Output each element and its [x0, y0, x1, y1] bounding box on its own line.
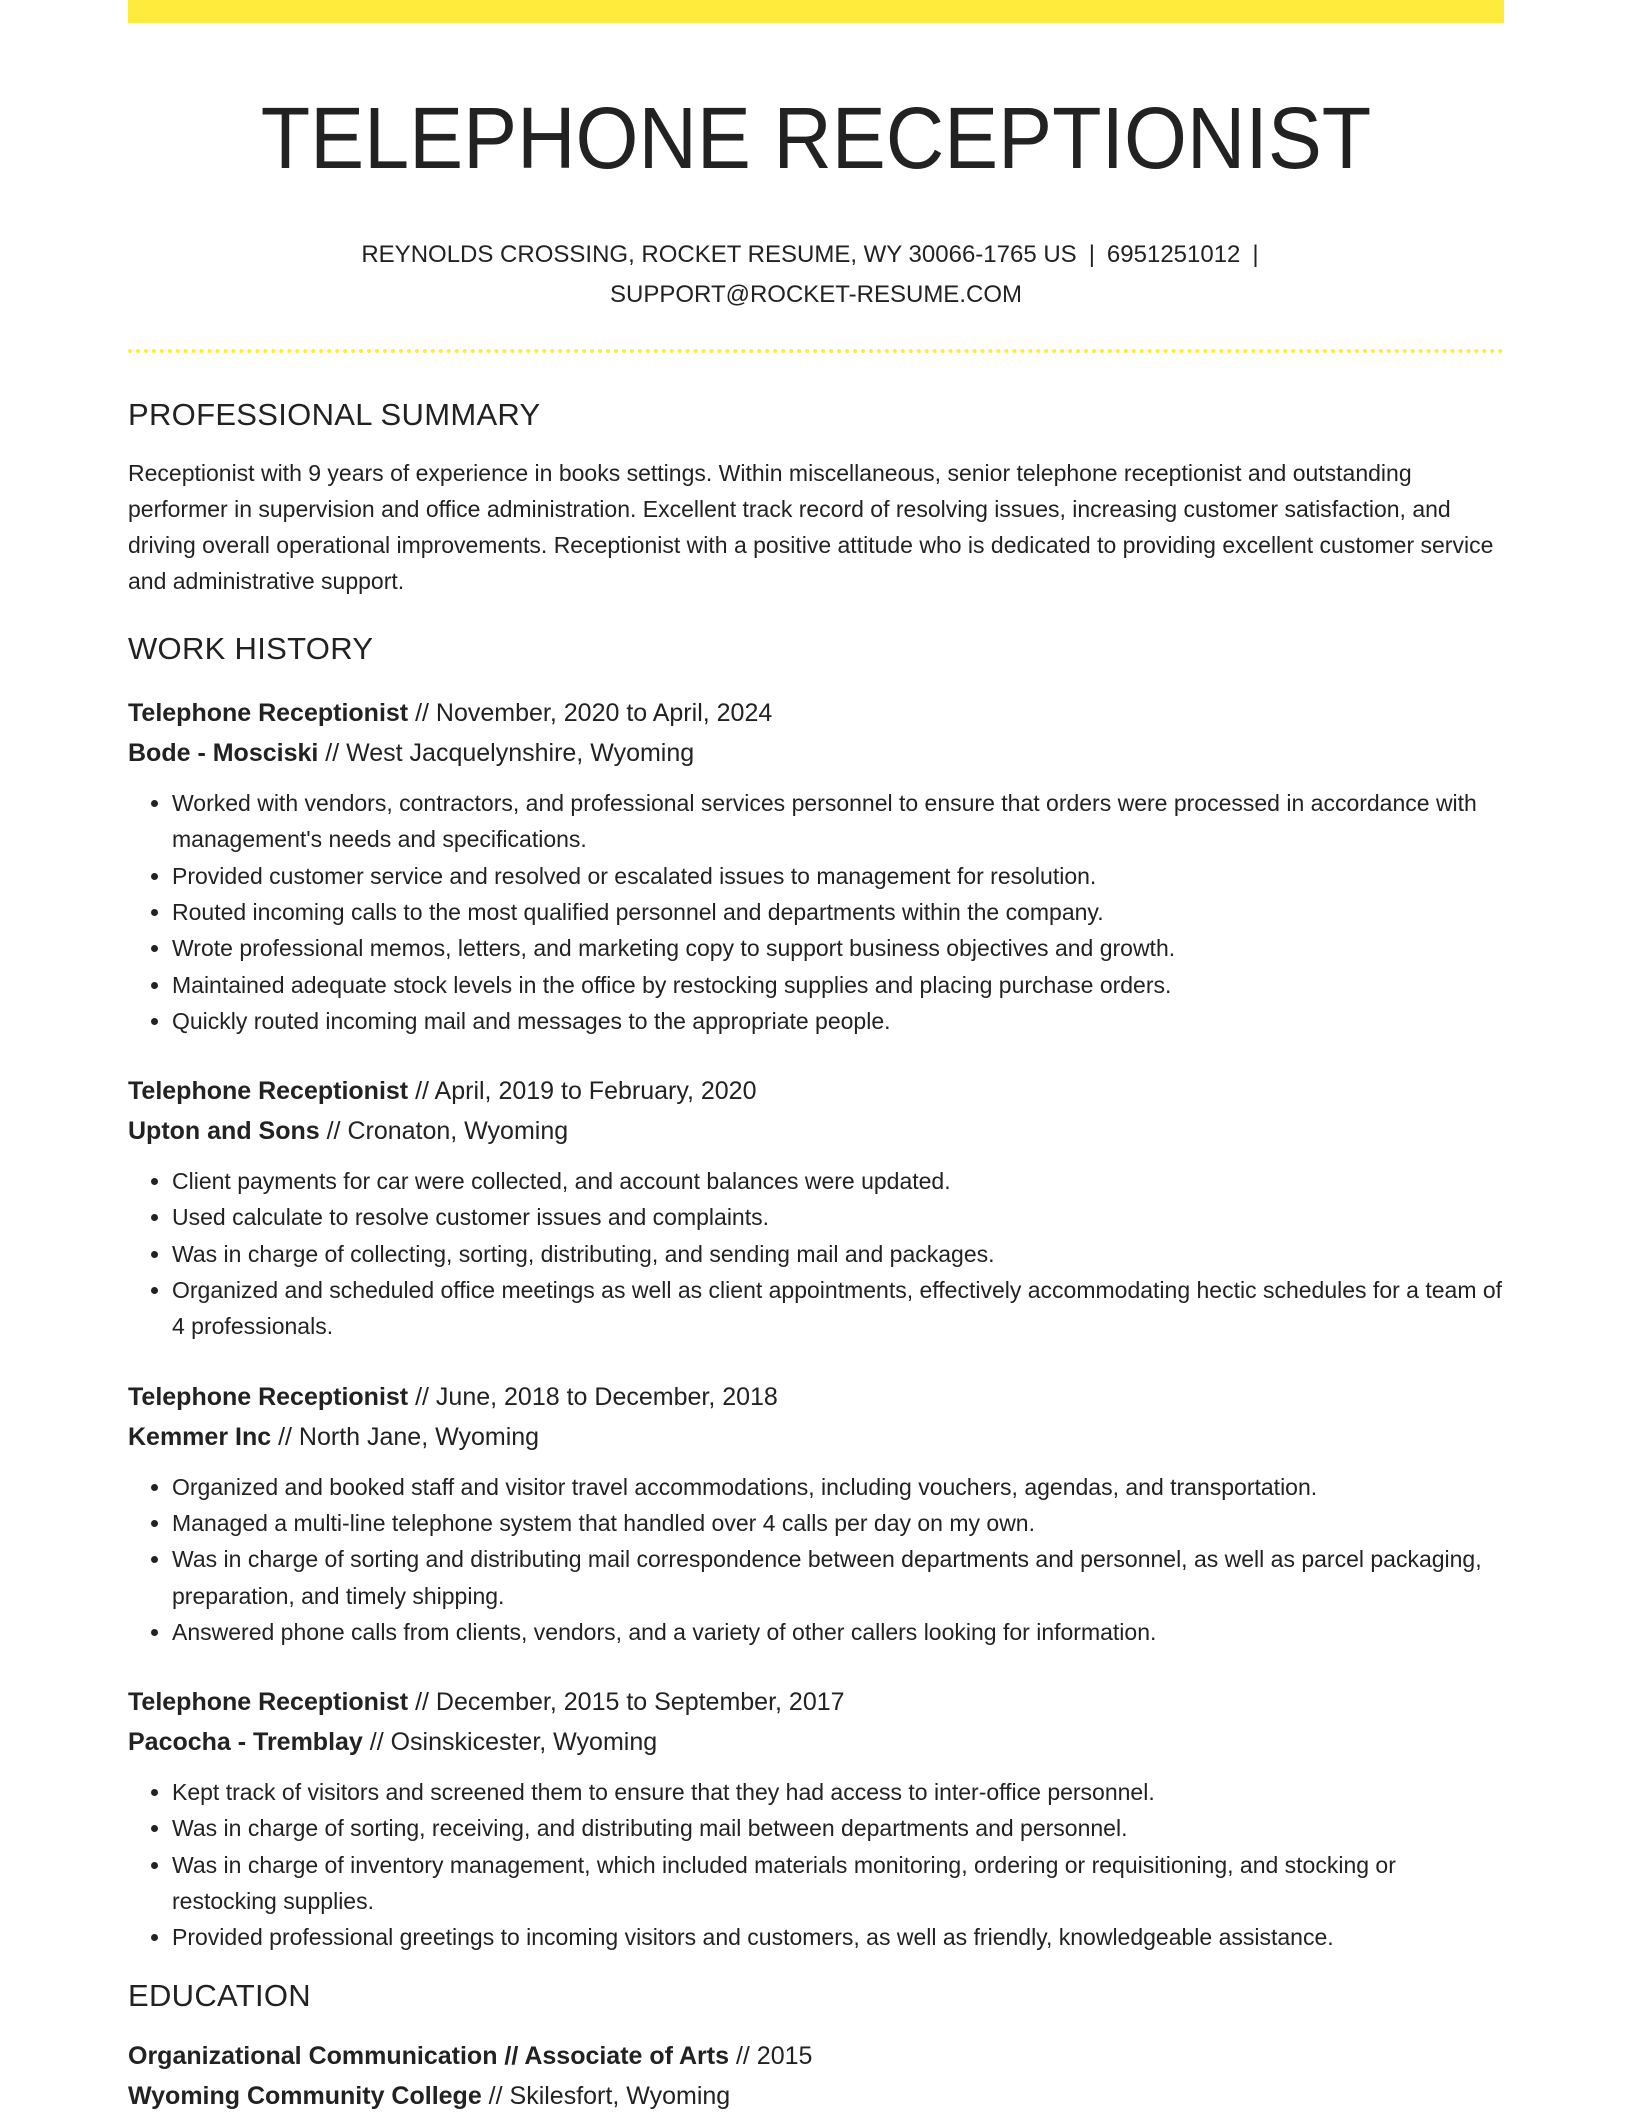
job-location: // Cronaton, Wyoming — [319, 1117, 569, 1146]
summary-heading: PROFESSIONAL SUMMARY — [128, 397, 541, 433]
job-location: // North Jane, Wyoming — [271, 1422, 540, 1451]
job-bullet-item: • Kept track of visitors and screened them to ensure that they had access to inter-office personnel. — [172, 1774, 1504, 1810]
address: REYNOLDS CROSSING, ROCKET RESUME, WY 30066-1765 US — [361, 241, 1077, 269]
job-dates: // June, 2018 to December, 2018 — [408, 1382, 778, 1411]
job-dates: // November, 2020 to April, 2024 — [408, 699, 773, 728]
contact-separator: | — [1252, 241, 1259, 269]
contact-info — [316, 235, 1316, 315]
job-bullet-item: • Used calculate to resolve customer issues and complaints. — [172, 1199, 1504, 1235]
graduation-year: // 2015 — [729, 2041, 813, 2070]
education-entry — [128, 2036, 1504, 2116]
job-bullet-item: • Was in charge of sorting, receiving, and distributing mail between departments and personnel. — [172, 1810, 1504, 1846]
job-company-line — [128, 1417, 1504, 1457]
job-bullet-item: • Client payments for car were collected, and account balances were updated. — [172, 1163, 1504, 1199]
job-bullet-item: • Organized and booked staff and visitor travel accommodations, including vouchers, agendas, and transportation. — [172, 1469, 1504, 1505]
resume-page — [128, 0, 1504, 2116]
school-location: // Skilesfort, Wyoming — [481, 2081, 731, 2110]
job-company: Bode - Mosciski — [128, 739, 319, 768]
job-bullet-item: • Wrote professional memos, letters, and marketing copy to support business objectives and growth. — [172, 930, 1504, 966]
job-location: // Osinskicester, Wyoming — [362, 1728, 658, 1757]
job-company: Upton and Sons — [128, 1117, 320, 1146]
job-bullet-item: • Provided professional greetings to incoming visitors and customers, as well as friendly, knowledgeable assistance. — [172, 1919, 1504, 1955]
work-history-list — [128, 693, 1504, 1956]
job-bullet-item: • Managed a multi-line telephone system that handled over 4 calls per day on my own. — [172, 1505, 1504, 1541]
email-link[interactable]: SUPPORT@ROCKET-RESUME.COM — [610, 281, 1022, 309]
job-entry — [128, 1377, 1504, 1650]
contact-separator: | — [1088, 241, 1095, 269]
job-title-line — [128, 1377, 1504, 1417]
school-line — [128, 2076, 1504, 2116]
summary-text: Receptionist with 9 years of experience in books settings. Within miscellaneous, senior telephone receptionist and outstanding performer in supervision and office administration. Excellent track record of resolving issues, increasing customer satisfaction, and driving overall operational improvements. Receptionist with a positive attitude who is dedicated to providing excellent customer service and administrative support. — [128, 460, 1494, 595]
job-company: Kemmer Inc — [128, 1422, 272, 1451]
job-bullet-item: • Was in charge of collecting, sorting, distributing, and sending mail and packages. — [172, 1236, 1504, 1272]
phone-number: 6951251012 — [1106, 241, 1241, 269]
accent-top-bar — [128, 0, 1504, 23]
job-title-line — [128, 693, 1504, 733]
job-title-line — [128, 1071, 1504, 1111]
work-history-heading: WORK HISTORY — [128, 631, 374, 667]
job-bullet-item: • Was in charge of sorting and distributing mail correspondence between departments and personnel, as well as parcel packaging, preparation, and timely shipping. — [172, 1541, 1504, 1614]
job-bullets — [128, 1163, 1504, 1344]
job-bullet-item: • Provided customer service and resolved or escalated issues to management for resolution. — [172, 858, 1504, 894]
job-entry — [128, 693, 1504, 1039]
job-dates: // April, 2019 to February, 2020 — [408, 1077, 757, 1106]
job-company-line — [128, 733, 1504, 773]
job-bullet-item: • Worked with vendors, contractors, and professional services personnel to ensure that orders were processed in accordance with management's needs and specifications. — [172, 785, 1504, 858]
job-company: Pacocha - Tremblay — [128, 1728, 363, 1757]
job-entry — [128, 1682, 1504, 1955]
job-bullet-item: • Organized and scheduled office meetings as well as client appointments, effectively accommodating hectic schedules for a team of 4 professionals. — [172, 1272, 1504, 1345]
job-dates: // December, 2015 to September, 2017 — [408, 1688, 845, 1717]
job-entry — [128, 1071, 1504, 1344]
degree-name: Organizational Communication // Associate of Arts — [128, 2041, 730, 2070]
job-bullet-item: • Routed incoming calls to the most qualified personnel and departments within the company. — [172, 894, 1504, 930]
job-bullet-item: • Was in charge of inventory management, which included materials monitoring, ordering or requisitioning, and stocking or restocking supplies. — [172, 1847, 1504, 1920]
job-bullets — [128, 1469, 1504, 1650]
school-name: Wyoming Community College — [128, 2081, 482, 2110]
job-bullet-item: • Answered phone calls from clients, vendors, and a variety of other callers looking for information. — [172, 1614, 1504, 1650]
education-heading: EDUCATION — [128, 1977, 311, 2013]
job-bullets — [128, 785, 1504, 1039]
job-role: Telephone Receptionist — [128, 699, 409, 728]
job-title-line — [128, 1682, 1504, 1722]
job-bullet-item: • Maintained adequate stock levels in the office by restocking supplies and placing purchase orders. — [172, 967, 1504, 1003]
job-company-line — [128, 1722, 1504, 1762]
dotted-divider — [128, 349, 1504, 353]
resume-name: TELEPHONE RECEPTIONIST — [260, 90, 1372, 187]
degree-line — [128, 2036, 1504, 2076]
job-location: // West Jacquelynshire, Wyoming — [318, 739, 695, 768]
job-bullet-item: • Quickly routed incoming mail and messages to the appropriate people. — [172, 1003, 1504, 1039]
job-role: Telephone Receptionist — [128, 1382, 409, 1411]
job-role: Telephone Receptionist — [128, 1688, 409, 1717]
job-company-line — [128, 1111, 1504, 1151]
job-bullets — [128, 1774, 1504, 1955]
job-role: Telephone Receptionist — [128, 1077, 409, 1106]
